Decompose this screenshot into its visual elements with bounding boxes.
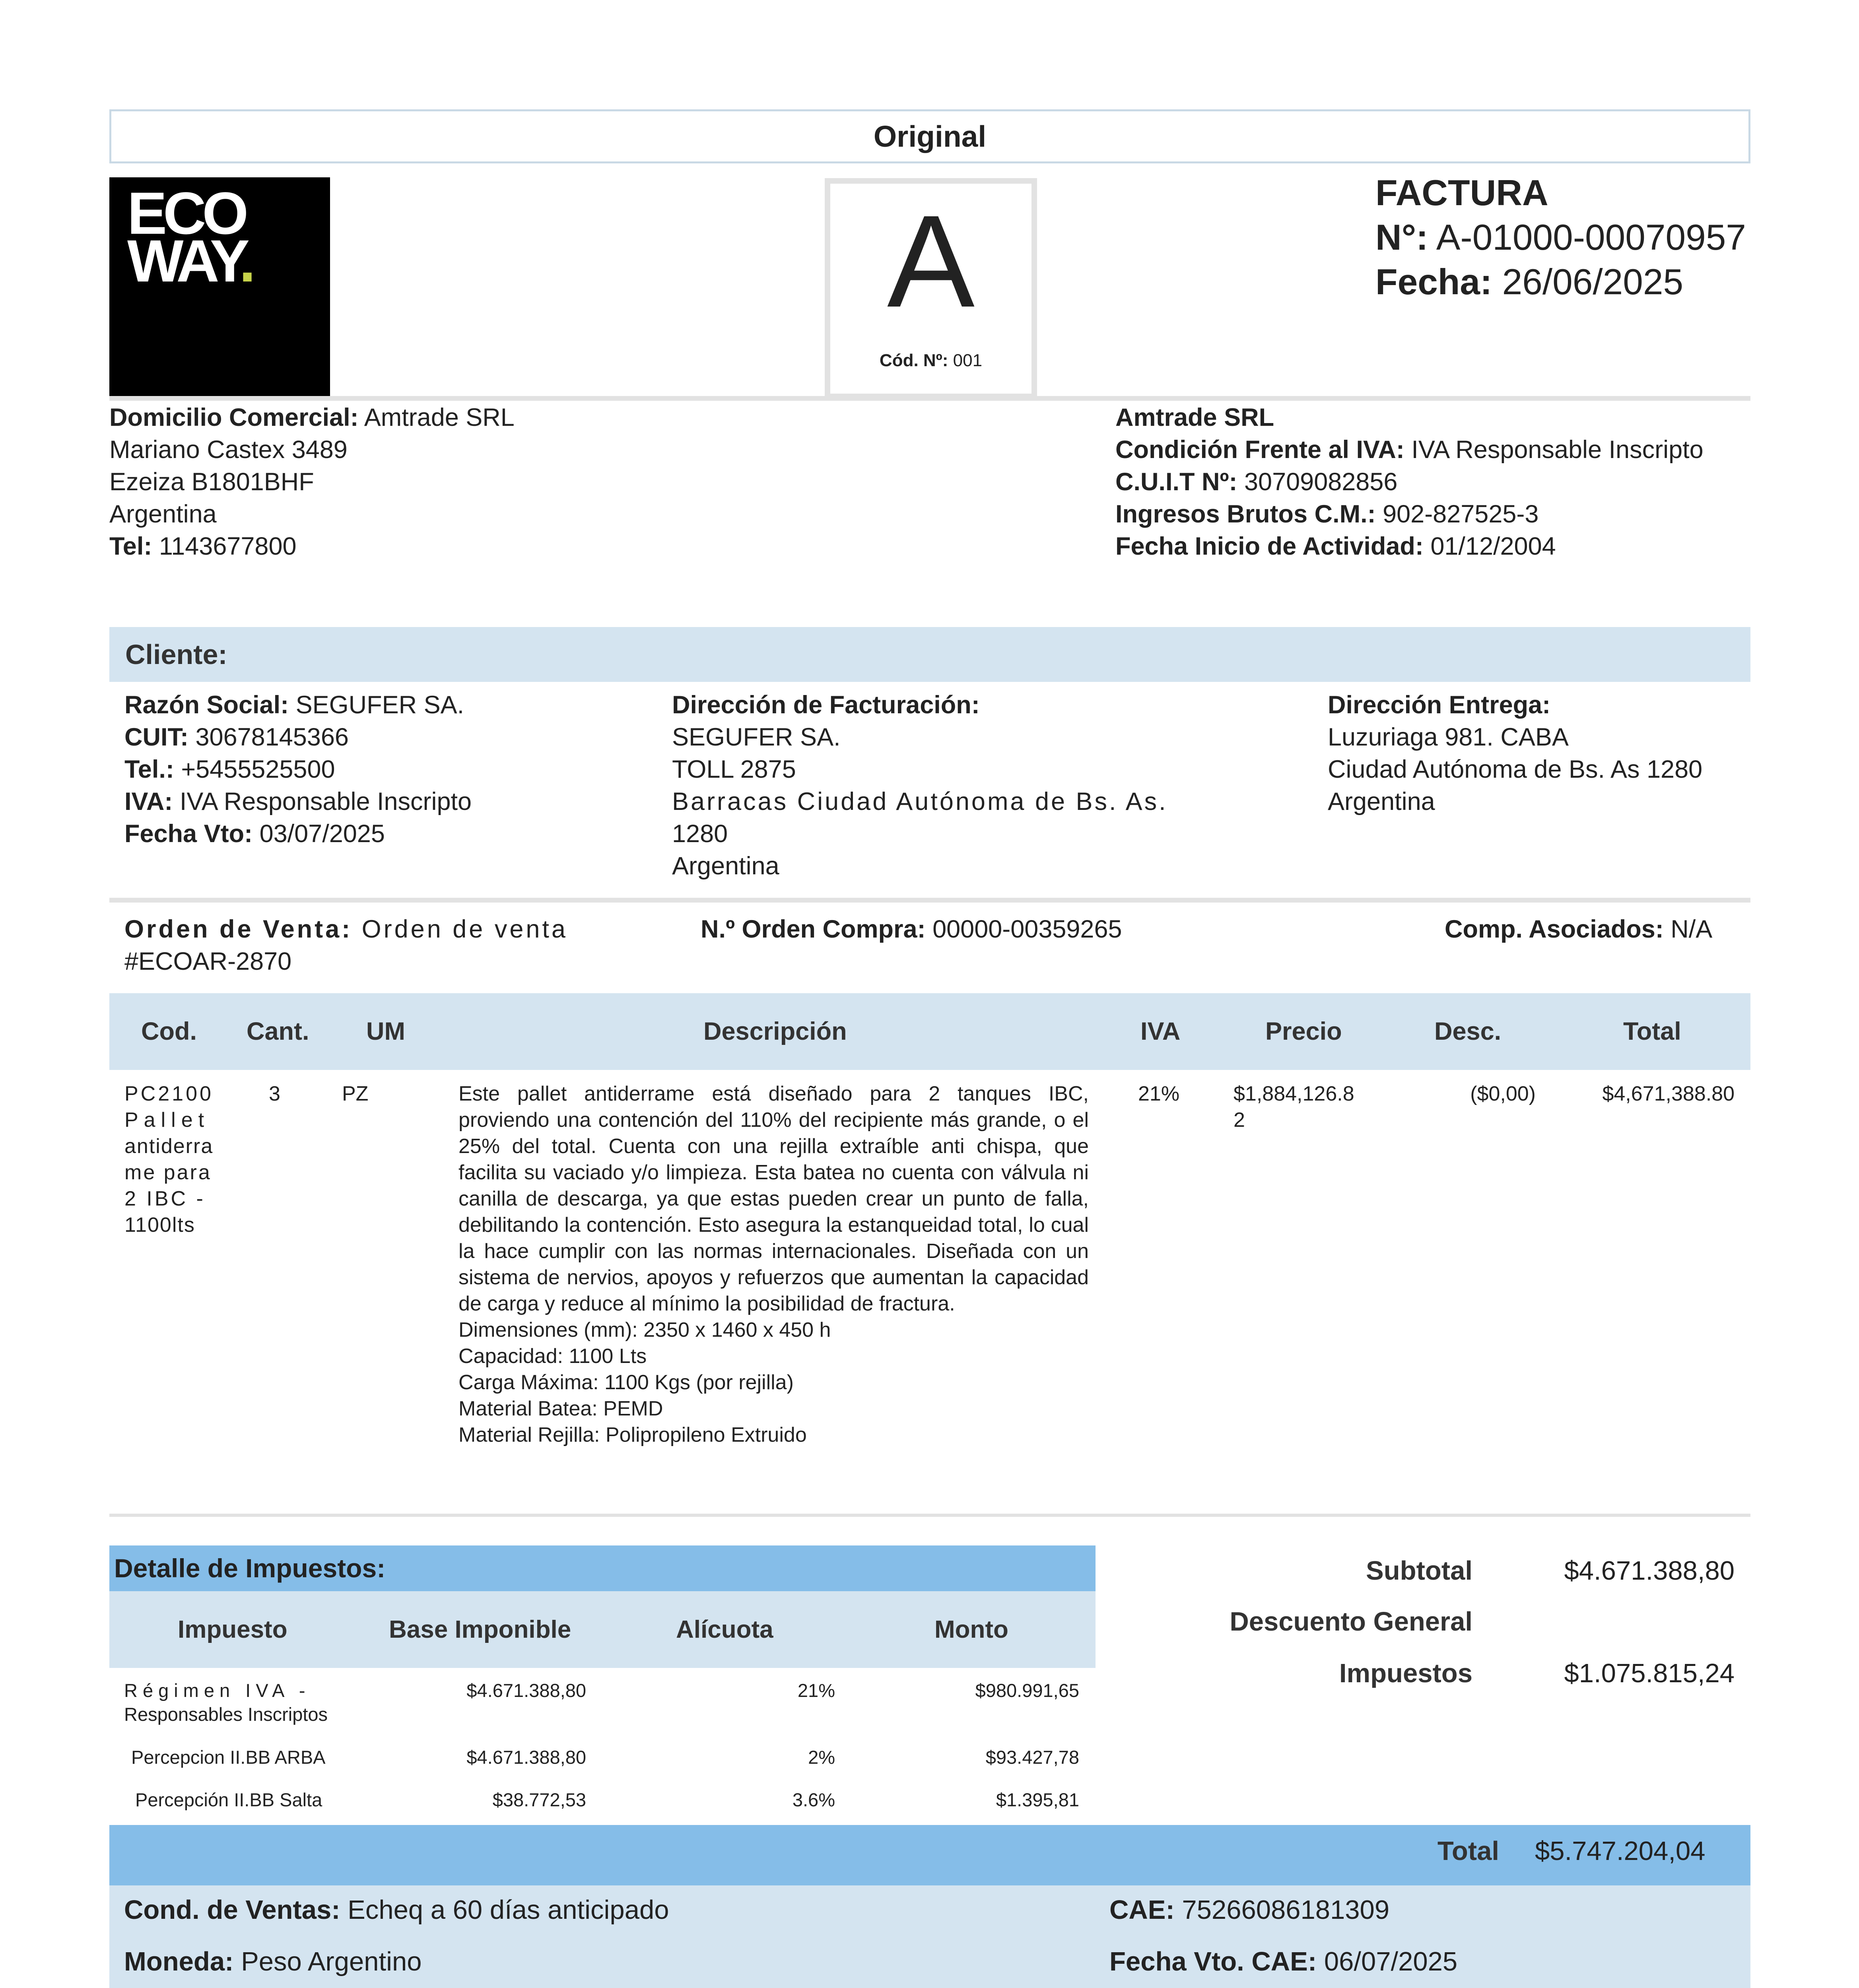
col-iva: IVA	[1140, 1017, 1181, 1045]
invoice-title: FACTURA	[1375, 173, 1548, 213]
invoice-type-box	[825, 178, 1037, 399]
item-price: $1,884,126.8 2	[1234, 1082, 1354, 1132]
general-discount-label: Descuento General	[1230, 1607, 1472, 1637]
tax-detail-title: Detalle de Impuestos:	[109, 1545, 1096, 1591]
sales-order: Orden de Venta: Orden de venta #ECOAR-2870	[124, 915, 568, 975]
taxes-label: Impuestos	[1339, 1658, 1472, 1688]
col-cod: Cod.	[141, 1017, 197, 1045]
cae-expiry: Fecha Vto. CAE: 06/07/2025	[1109, 1947, 1458, 1976]
total-label: Total	[1437, 1836, 1499, 1866]
divider	[109, 1514, 1750, 1517]
col-precio: Precio	[1265, 1017, 1342, 1045]
invoice-number: N°: A-01000-00070957	[1375, 217, 1746, 258]
tax-table-header: Impuesto Base Imponible Alícuota Monto	[109, 1591, 1096, 1668]
ecoway-logo	[109, 177, 330, 399]
col-descuento: Desc.	[1434, 1017, 1502, 1045]
item-unit: PZ	[342, 1082, 369, 1105]
items-table-header	[109, 993, 1750, 1070]
client-details: Razón Social: SEGUFER SA. CUIT: 30678145366 Tel.: +5455525500 IVA: IVA Responsable Inscripto Fecha Vto: 03/07/2025	[124, 691, 472, 848]
invoice-date: Fecha: 26/06/2025	[1375, 262, 1684, 302]
divider	[109, 396, 1750, 401]
invoice-letter: A	[887, 188, 975, 334]
item-description: Este pallet antiderrame está diseñado para 2 tanques IBC, proviendo una contención del 110% del recipiente más grande, o el 25% del total. Cuenta con una rejilla extraíble anti chispa, que facilita su vaciado y/o limpieza. Esta batea no cuenta con válvula ni canilla de descarga, ya que estas pueden crear un punto de falla, debilitando la contención. Esto asegura la estanqueidad total, lo cual la hace cumplir con las normas internacionales. Diseñada con un sistema de nervios, apoyos y refuerzos que aumentan la capacidad de carga y reduce al mínimo la posibilidad de fractura. Dimensiones (mm): 2350 x 1460 x 450 h Capacidad: 1100 Lts Carga Máxima: 1100 Kgs (por rejilla) Material Batea: PEMD Material Rejilla: Polipropileno Extruido	[458, 1082, 1089, 1446]
item-discount: ($0,00)	[1470, 1082, 1536, 1105]
item-iva: 21%	[1138, 1082, 1180, 1105]
client-section-title: Cliente:	[109, 627, 1750, 682]
invoice-code: Cód. Nº: 001	[879, 351, 983, 370]
company-info: Amtrade SRL Condición Frente al IVA: IVA Responsable Inscripto C.U.I.T Nº: 30709082856 Ingresos Brutos C.M.: 902-827525-3 Fecha Inicio de Actividad: 01/12/2004	[1115, 404, 1704, 560]
billing-address: Dirección de Facturación: SEGUFER SA. TOLL 2875 Barracas Ciudad Autónoma de Bs. As. 1280 Argentina	[672, 691, 1168, 880]
logo-line-2: WAY.	[127, 227, 252, 294]
col-cant: Cant.	[247, 1017, 309, 1045]
item-code: PC2100 Pallet antiderra me para 2 IBC - 1100lts	[124, 1082, 214, 1237]
logo-line-1: ECO	[127, 180, 245, 247]
col-um: UM	[366, 1017, 405, 1045]
purchase-order: N.º Orden Compra: 00000-00359265	[701, 915, 1122, 943]
tax-name: Régimen IVA - Responsables Inscriptos	[124, 1680, 328, 1725]
col-desc: Descripción	[703, 1017, 847, 1045]
taxes-value: $1.075.815,24	[1564, 1658, 1735, 1688]
currency: Moneda: Peso Argentino	[124, 1947, 422, 1976]
total-value: $5.747.204,04	[1535, 1836, 1706, 1866]
total-bar	[109, 1825, 1750, 1885]
subtotal-value: $4.671.388,80	[1564, 1556, 1735, 1586]
item-total: $4,671,388.80	[1602, 1082, 1735, 1105]
original-label: Original	[109, 109, 1750, 163]
col-total: Total	[1623, 1017, 1681, 1045]
issuer-address: Domicilio Comercial: Amtrade SRL Mariano Castex 3489 Ezeiza B1801BHF Argentina Tel: 1143677800	[109, 404, 515, 560]
subtotal-label: Subtotal	[1366, 1556, 1472, 1586]
sale-conditions: Cond. de Ventas: Echeq a 60 días anticipado	[124, 1895, 669, 1925]
delivery-address: Dirección Entrega: Luzuriaga 981. CABA Ciudad Autónoma de Bs. As 1280 Argentina	[1328, 691, 1703, 815]
invoice-title-block	[1375, 171, 1746, 305]
item-qty: 3	[269, 1082, 280, 1105]
divider	[109, 898, 1750, 903]
associated-docs: Comp. Asociados: N/A	[1445, 915, 1713, 943]
cae-number: CAE: 75266086181309	[1109, 1895, 1390, 1925]
